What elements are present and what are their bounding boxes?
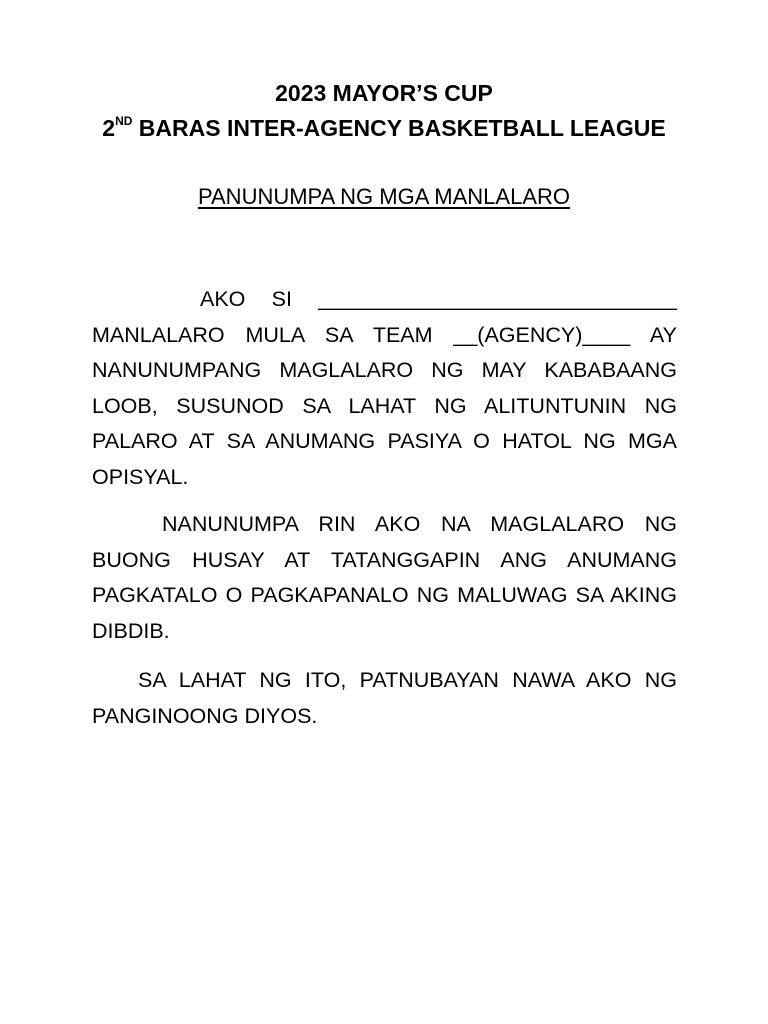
league-ordinal-suffix: ND (115, 114, 133, 129)
oath-paragraph: NANUNUMPA RIN AKO NA MAGLALARO NG BUONG HUSAY AT TATANGGAPIN ANG ANUMANG PAGKATALO O PAGKAPANALO NG MALUWAG SA AKING DIBDIB. (92, 512, 677, 643)
oath-heading: PANUNUMPA NG MGA MANLALARO (197, 184, 571, 209)
oath-paragraph: SA LAHAT NG ITO, PATNUBAYAN NAWA AKO NG PANGINOONG DIYOS. (92, 668, 677, 728)
oath-paragraph: AKO SI ______________________________ MANLALARO MULA SA TEAM __(AGENCY)____ AY NANUNUMPANG MAGLALARO NG MAY KABABAANG LOOB, SUSUNOD SA LAHAT NG ALITUNTUNIN NG PALARO AT SA ANUMANG PASIYA O HATOL NG MGA OPISYAL. (92, 287, 677, 489)
document-title: 2023 MAYOR’S CUP (275, 80, 493, 106)
league-name: BARAS INTER-AGENCY BASKETBALL LEAGUE (132, 115, 666, 141)
league-ordinal: 2 (102, 115, 116, 141)
league-title (0, 113, 768, 143)
